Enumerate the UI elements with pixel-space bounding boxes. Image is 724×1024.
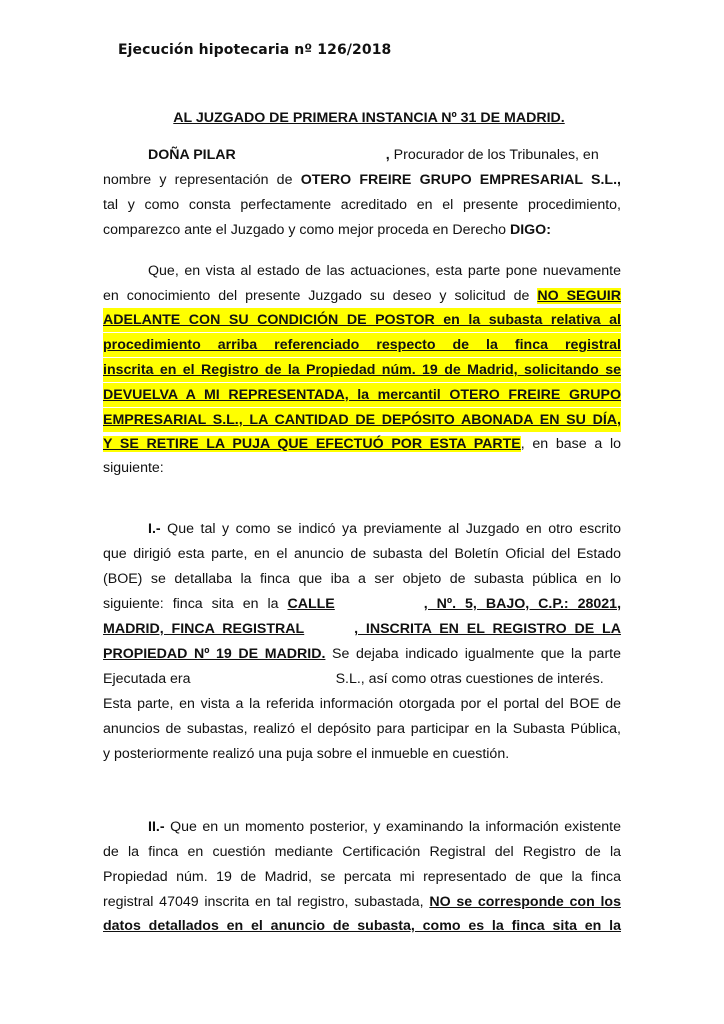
intro-line-3: tal y como consta perfectamente acreditado en el presente procedimiento, xyxy=(103,197,621,213)
section-2-line-1 xyxy=(103,815,621,839)
que-line-5: inscrita en el Registro de la Propiedad núm. 19 de Madrid, solicitando se xyxy=(103,358,621,382)
section-1-line-2: que dirigió esta parte, en el anuncio de subasta del Boletín Oficial del Estado xyxy=(103,546,621,562)
section-2-line-4 xyxy=(103,890,621,914)
name-comma: , xyxy=(385,147,390,163)
section-2-line-1-text: Que en un momento posterior, y examinando la información existente xyxy=(170,819,621,835)
section-1-line-5 xyxy=(103,617,621,641)
section-1-label: I.- xyxy=(148,521,161,537)
street-address xyxy=(287,596,414,612)
que-line-8 xyxy=(103,432,621,456)
intro-line-1-rest: Procurador de los Tribunales, en xyxy=(393,147,599,163)
ejecutada-label: Ejecutada era xyxy=(103,671,191,687)
que-line-9: siguiente: xyxy=(103,460,164,476)
no-corresponde: NO se corresponde con los xyxy=(429,894,621,910)
section-1-line-1 xyxy=(103,517,621,541)
document-title: AL JUZGADO DE PRIMERA INSTANCIA Nº 31 DE MADRID. xyxy=(173,110,565,126)
intro-line-4-text: comparezco ante el Juzgado y como mejor proceda en Derecho xyxy=(103,222,506,238)
inscrita-registro: , INSCRITA EN EL REGISTRO DE LA xyxy=(354,621,621,637)
que-line-4: procedimiento arriba referenciado respecto de la finca registral xyxy=(103,333,621,357)
section-1-line-6-rest: Se dejaba indicado igualmente que la parte xyxy=(332,646,622,662)
section-2-line-3: Propiedad núm. 19 de Madrid, se percata mi representado de que la finca xyxy=(103,869,621,885)
finca-registral xyxy=(103,621,346,637)
highlight-no-seguir: NO SEGUIR xyxy=(537,288,621,304)
section-2-line-5: datos detallados en el anuncio de subasta, como es la finca sita en la xyxy=(103,918,621,934)
address-number: , Nº. 5, BAJO, C.P.: 28021, xyxy=(423,596,622,612)
company-name: OTERO FREIRE GRUPO EMPRESARIAL S.L., xyxy=(300,172,621,188)
section-1-line-9: anuncios de subastas, realizó el depósito para participar en la Subasta Pública, xyxy=(103,721,621,737)
digo-label: DIGO: xyxy=(509,222,551,238)
que-line-3: ADELANTE CON SU CONDICIÓN DE POSTOR en la subasta relativa al xyxy=(103,308,621,332)
finca-registral-label: MADRID, FINCA REGISTRAL xyxy=(103,621,305,637)
section-2-line-2: de la finca en cuestión mediante Certificación Registral del Registro de la xyxy=(103,844,621,860)
procurador-name: DOÑA PILAR xyxy=(148,147,236,163)
case-reference: Ejecución hipotecaria nº 126/2018 xyxy=(118,42,392,58)
que-line-2 xyxy=(103,284,621,308)
highlight-retire-puja: Y SE RETIRE LA PUJA QUE EFECTUÓ POR ESTA PARTE xyxy=(103,436,521,452)
intro-line-4 xyxy=(103,218,621,242)
section-1-line-6 xyxy=(103,642,621,666)
que-line-7: EMPRESARIAL S.L., LA CANTIDAD DE DEPÓSITO ABONADA EN SU DÍA, xyxy=(103,408,621,432)
que-line-2-text: en conocimiento del presente Juzgado su deseo y solicitud de xyxy=(103,288,530,304)
section-2-label: II.- xyxy=(148,819,165,835)
section-1-line-10: y posteriormente realizó una puja sobre el inmueble en cuestión. xyxy=(103,746,510,762)
section-1-line-7 xyxy=(103,667,621,691)
propiedad-19: PROPIEDAD Nº 19 DE MADRID. xyxy=(103,646,326,662)
street-label: CALLE xyxy=(287,596,335,612)
que-line-1: Que, en vista al estado de las actuaciones, esta parte pone nuevamente xyxy=(148,263,621,279)
section-1-line-3: (BOE) se detallaba la finca que iba a ser objeto de subasta pública en lo xyxy=(103,571,621,587)
section-1-line-1-text: Que tal y como se indicó ya previamente al Juzgado en otro escrito xyxy=(167,521,621,537)
que-line-6: DEVUELVA A MI REPRESENTADA, la mercantil OTERO FREIRE GRUPO xyxy=(103,383,621,407)
section-1-line-7-rest: S.L., así como otras cuestiones de interés. xyxy=(335,671,604,687)
intro-line-2-text: nombre y representación de xyxy=(103,172,293,188)
section-2-line-4-text: registral 47049 inscrita en tal registro, subastada, xyxy=(103,894,424,910)
section-1-line-4 xyxy=(103,592,621,616)
section-1-line-4-text: siguiente: finca sita en la xyxy=(103,596,279,612)
intro-line-2 xyxy=(103,168,621,192)
intro-line-1 xyxy=(103,143,621,167)
section-1-line-8: Esta parte, en vista a la referida información otorgada por el portal del BOE de xyxy=(103,696,621,712)
que-line-8-rest: , en base a lo xyxy=(520,436,622,452)
